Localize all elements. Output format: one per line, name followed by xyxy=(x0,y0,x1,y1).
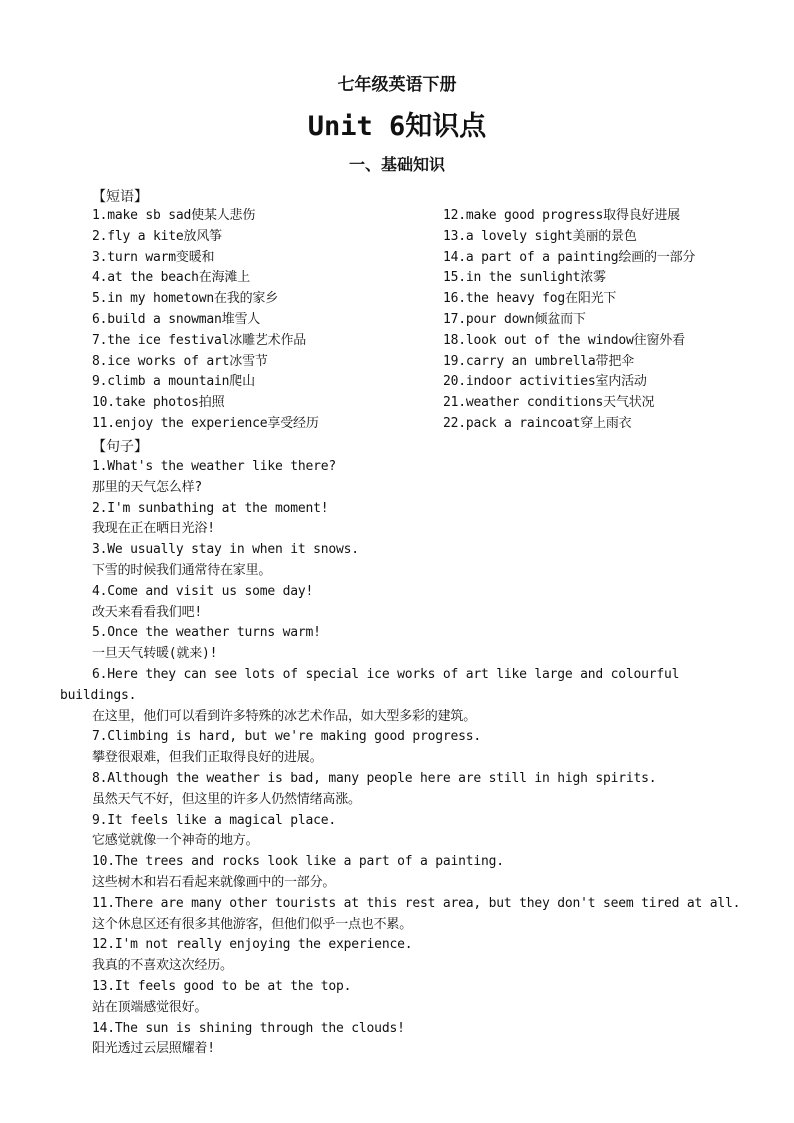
sentence-translation: 那里的天气怎么样? xyxy=(92,479,203,495)
sentence-line: 4.Come and visit us some day! xyxy=(92,583,314,599)
phrase-item: 22.pack a raincoat穿上雨衣 xyxy=(443,415,632,431)
sentence-line: 8.Although the weather is bad, many people here are still in high spirits. xyxy=(92,770,657,786)
sentence-line: 2.I'm sunbathing at the moment! xyxy=(92,500,329,516)
phrase-item: 19.carry an umbrella带把伞 xyxy=(443,353,634,369)
sentence-translation: 我真的不喜欢这次经历。 xyxy=(92,958,233,974)
sentence-translation: 一旦天气转暖(就来)! xyxy=(92,646,218,662)
phrase-item: 13.a lovely sight美丽的景色 xyxy=(443,228,637,244)
sentence-translation: 站在顶端感觉很好。 xyxy=(92,999,208,1015)
grade-heading: 七年级英语下册 xyxy=(337,75,457,95)
sentence-translation: 攀登很艰难，但我们正取得良好的进展。 xyxy=(92,750,323,766)
phrase-item: 7.the ice festival冰雕艺术作品 xyxy=(92,332,307,348)
sentence-translation: 这个休息区还有很多其他游客，但他们似乎一点也不累。 xyxy=(92,916,413,932)
phrase-item: 8.ice works of art冰雪节 xyxy=(92,353,268,369)
sentence-translation: 我现在正在晒日光浴! xyxy=(92,521,215,537)
phrase-item: 9.climb a mountain爬山 xyxy=(92,374,255,390)
sentence-line: 3.We usually stay in when it snows. xyxy=(92,542,359,558)
phrase-item: 18.look out of the window往窗外看 xyxy=(443,332,685,348)
phrase-item: 15.in the sunlight浓雾 xyxy=(443,270,606,286)
phrase-item: 1.make sb sad使某人悲伤 xyxy=(92,208,256,223)
phrase-item: 6.build a snowman堆雪人 xyxy=(92,311,261,327)
sentence-translation: 这些树木和岩石看起来就像画中的一部分。 xyxy=(92,874,336,890)
phrase-item: 14.a part of a painting绘画的一部分 xyxy=(443,249,696,265)
section-heading: 一、基础知识 xyxy=(348,155,445,174)
phrase-item: 17.pour down倾盆而下 xyxy=(443,311,586,327)
sentence-line: 13.It feels good to be at the top. xyxy=(92,978,352,994)
sentence-line: 9.It feels like a magical place. xyxy=(92,812,337,828)
sentence-line: 11.There are many other tourists at this rest area, but they don't seem tired at all. xyxy=(92,895,741,911)
phrase-item: 16.the heavy fog在阳光下 xyxy=(443,291,617,307)
sentence-line: 5.Once the weather turns warm! xyxy=(92,625,321,641)
phrases-label: 【短语】 xyxy=(92,189,148,205)
sentence-translation: 阳光透过云层照耀着! xyxy=(92,1041,215,1057)
sentences-label: 【句子】 xyxy=(92,439,148,455)
unit-title: Unit 6知识点 xyxy=(307,111,487,142)
phrase-item: 10.take photos拍照 xyxy=(92,395,225,411)
sentence-line: 1.What's the weather like there? xyxy=(92,459,337,474)
sentence-translation: 改天来看看我们吧! xyxy=(92,604,203,620)
phrase-item: 11.enjoy the experience享受经历 xyxy=(92,415,319,431)
sentence-translation: 下雪的时候我们通常待在家里。 xyxy=(92,562,272,578)
phrase-item: 3.turn warm变暖和 xyxy=(92,249,215,265)
phrase-item: 21.weather conditions天气状况 xyxy=(443,395,655,411)
sentences-list xyxy=(60,457,760,1060)
phrase-item: 12.make good progress取得良好进展 xyxy=(443,208,680,223)
phrase-item: 20.indoor activities室内活动 xyxy=(443,374,647,390)
phrase-item: 2.fly a kite放风筝 xyxy=(92,228,222,244)
sentence-line-continuation: buildings. xyxy=(60,687,137,703)
sentence-translation: 它感觉就像一个神奇的地方。 xyxy=(92,833,259,849)
phrase-item: 5.in my hometown在我的家乡 xyxy=(92,291,279,307)
phrase-item: 4.at the beach在海滩上 xyxy=(92,270,250,286)
sentence-line: 12.I'm not really enjoying the experience. xyxy=(92,937,413,953)
phrases-left-column xyxy=(92,206,319,435)
sentence-translation: 虽然天气不好，但这里的许多人仍然情绪高涨。 xyxy=(92,791,361,807)
sentence-line: 14.The sun is shining through the clouds! xyxy=(92,1020,405,1036)
sentence-translation: 在这里，他们可以看到许多特殊的冰艺术作品，如大型多彩的建筑。 xyxy=(92,708,477,724)
sentence-line: 7.Climbing is hard, but we're making good progress. xyxy=(92,729,481,745)
phrases-right-column xyxy=(443,206,695,435)
sentence-line: 10.The trees and rocks look like a part of a painting. xyxy=(92,854,504,870)
sentence-line: 6.Here they can see lots of special ice works of art like large and colourful xyxy=(92,666,680,682)
